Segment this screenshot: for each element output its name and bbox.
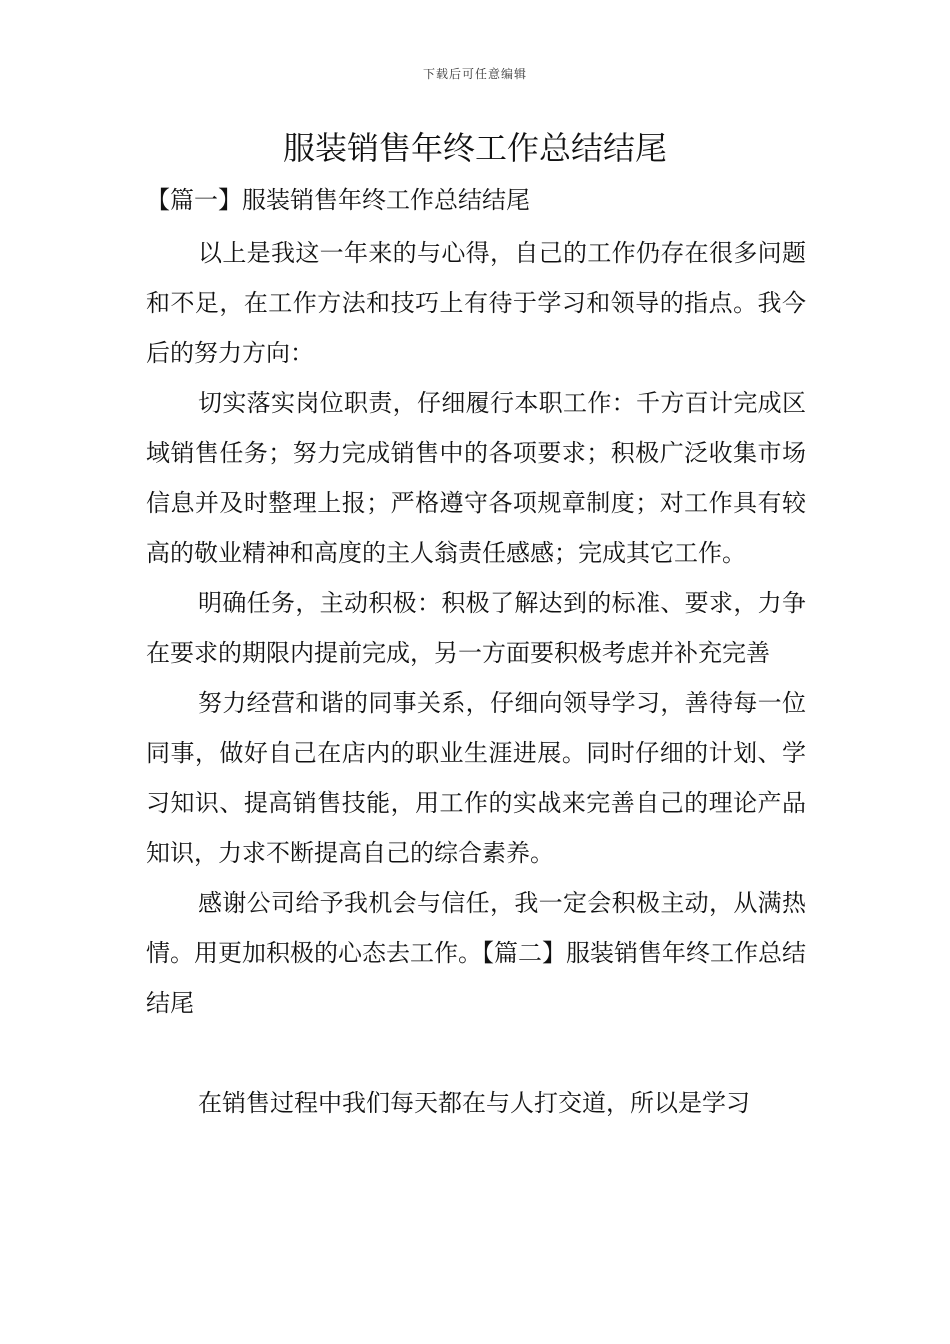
paragraph: 努力经营和谐的同事关系，仔细向领导学习，善待每一位同事，做好自己在店内的职业生涯进展。同时仔细的计划、学习知识、提高销售技能，用工作的实战来完善自己的理论产品知识，力求不断提高自己的综合素养。	[146, 689, 806, 867]
paragraph: 感谢公司给予我机会与信任，我一定会积极主动，从满热情。用更加积极的心态去工作。【篇二】服装销售年终工作总结结尾	[146, 889, 806, 1017]
header-note: 下载后可任意编辑	[422, 67, 527, 81]
section-heading: 【篇一】服装销售年终工作总结结尾	[146, 186, 530, 214]
paragraph: 在销售过程中我们每天都在与人打交道，所以是学习	[198, 1089, 750, 1117]
paragraph: 切实落实岗位职责，仔细履行本职工作：千方百计完成区域销售任务；努力完成销售中的各项要求；积极广泛收集市场信息并及时整理上报；严格遵守各项规章制度；对工作具有较高的敬业精神和高度的主人翁责任感感；完成其它工作。	[146, 389, 806, 567]
document-body	[146, 228, 806, 1128]
paragraph: 明确任务，主动积极：积极了解达到的标准、要求，力争在要求的期限内提前完成，另一方面要积极考虑并补充完善	[146, 589, 806, 667]
blank-line	[146, 1028, 806, 1078]
document-title: 服装销售年终工作总结结尾	[282, 129, 667, 167]
paragraph: 以上是我这一年来的与心得，自己的工作仍存在很多问题和不足，在工作方法和技巧上有待于学习和领导的指点。我今后的努力方向：	[146, 239, 806, 367]
